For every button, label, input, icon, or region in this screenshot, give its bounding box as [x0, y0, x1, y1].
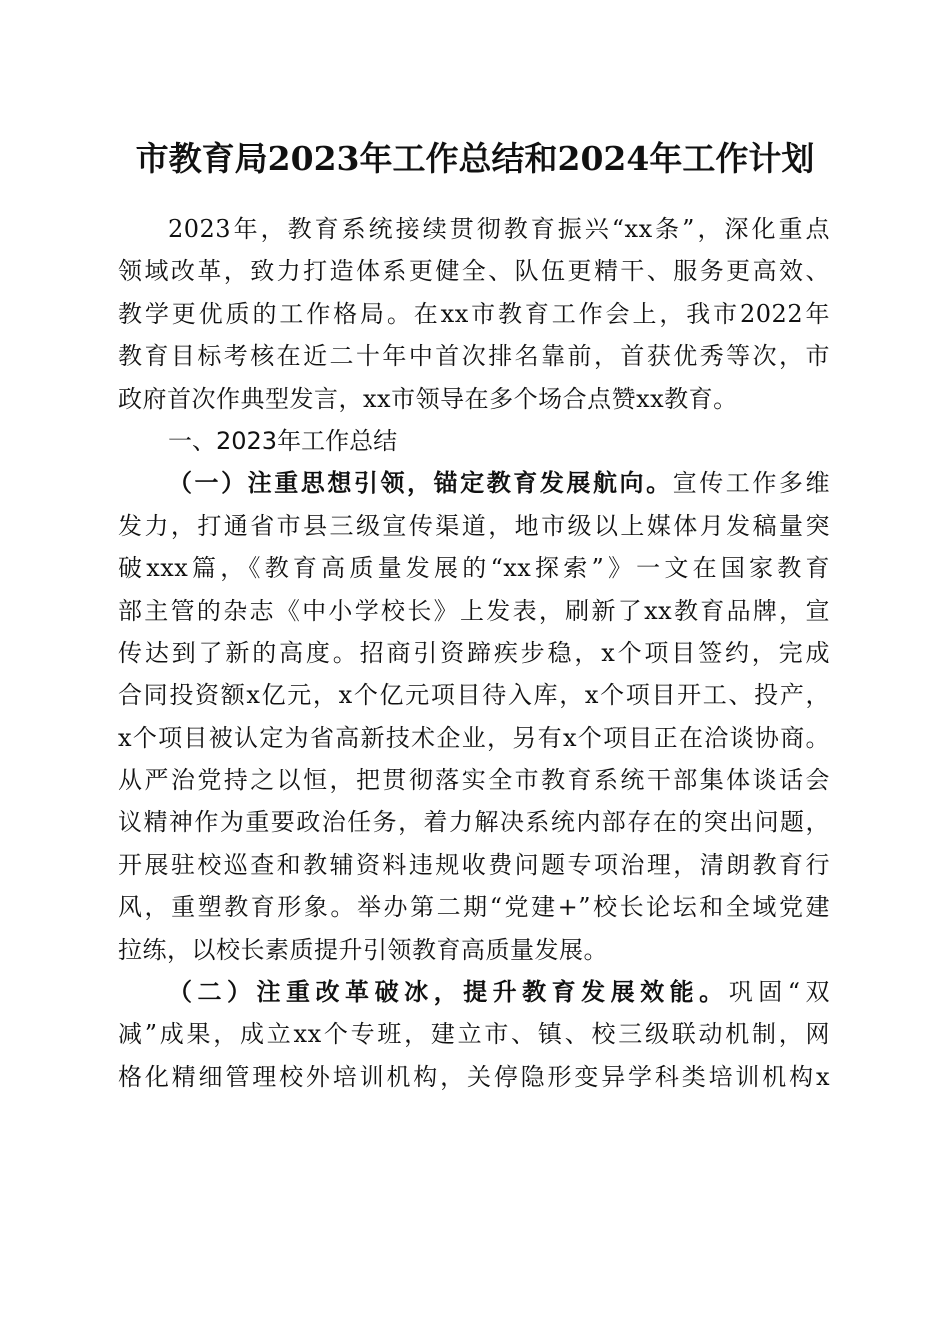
- paragraph-line: 开展驻校巡查和教辅资料违规收费问题专项治理，清朗教育行: [118, 850, 830, 879]
- paragraph-line: 传达到了新的高度。招商引资蹄疾步稳，x个项目签约，完成: [118, 638, 830, 667]
- paragraph-line: 拉练，以校长素质提升引领教育高质量发展。: [118, 935, 608, 964]
- paragraph-line: 减”成果，成立xx个专班，建立市、镇、校三级联动机制，网: [118, 1020, 830, 1049]
- paragraph-text: 巩固“双: [728, 978, 830, 1007]
- intro-line: 2023年，教育系统接续贯彻教育振兴“xx条”，深化重点: [168, 215, 830, 243]
- paragraph-line: 合同投资额x亿元，x个亿元项目待入库，x个项目开工、投产，: [118, 681, 830, 710]
- intro-line: 政府首次作典型发言，xx市领导在多个场合点赞xx教育。: [118, 384, 738, 413]
- document-title: 市教育局2023年工作总结和2024年工作计划: [135, 139, 815, 178]
- paragraph-line: 发力，打通省市县三级宣传渠道，地市级以上媒体月发稿量突: [118, 511, 830, 540]
- paragraph-lead: （一）注重思想引领，锚定教育发展航向。: [168, 468, 673, 498]
- paragraph-line: 风，重塑教育形象。举办第二期“党建+”校长论坛和全域党建: [118, 893, 830, 922]
- paragraph-line: 部主管的杂志《中小学校长》上发表，刷新了xx教育品牌，宣: [118, 596, 830, 625]
- paragraph-line: 格化精细管理校外培训机构，关停隐形变异学科类培训机构x: [118, 1062, 830, 1091]
- paragraph-first-line: [118, 971, 830, 1013]
- paragraph-line: 议精神作为重要政治任务，着力解决系统内部存在的突出问题，: [118, 808, 830, 837]
- intro-line: 教育目标考核在近二十年中首次排名靠前，首获优秀等次，市: [118, 342, 830, 371]
- document-body: [118, 208, 830, 1098]
- paragraph-lead: （二）注重改革破冰，提升教育发展效能。: [168, 977, 729, 1007]
- intro-line: 领域改革，致力打造体系更健全、队伍更精干、服务更高效、: [118, 257, 830, 286]
- intro-line: 教学更优质的工作格局。在xx市教育工作会上，我市2022年: [118, 299, 830, 328]
- paragraph-line: 从严治党持之以恒，把贯彻落实全市教育系统干部集体谈话会: [118, 766, 830, 795]
- paragraph-line: 破xxx篇，《教育高质量发展的“xx探索”》一文在国家教育: [118, 554, 830, 583]
- paragraph-text: 宣传工作多维: [672, 469, 830, 498]
- paragraph-line: x个项目被认定为省高新技术企业，另有x个项目正在洽谈协商。: [118, 723, 830, 752]
- section-heading: 一、2023年工作总结: [168, 426, 398, 455]
- paragraph-first-line: [118, 462, 830, 504]
